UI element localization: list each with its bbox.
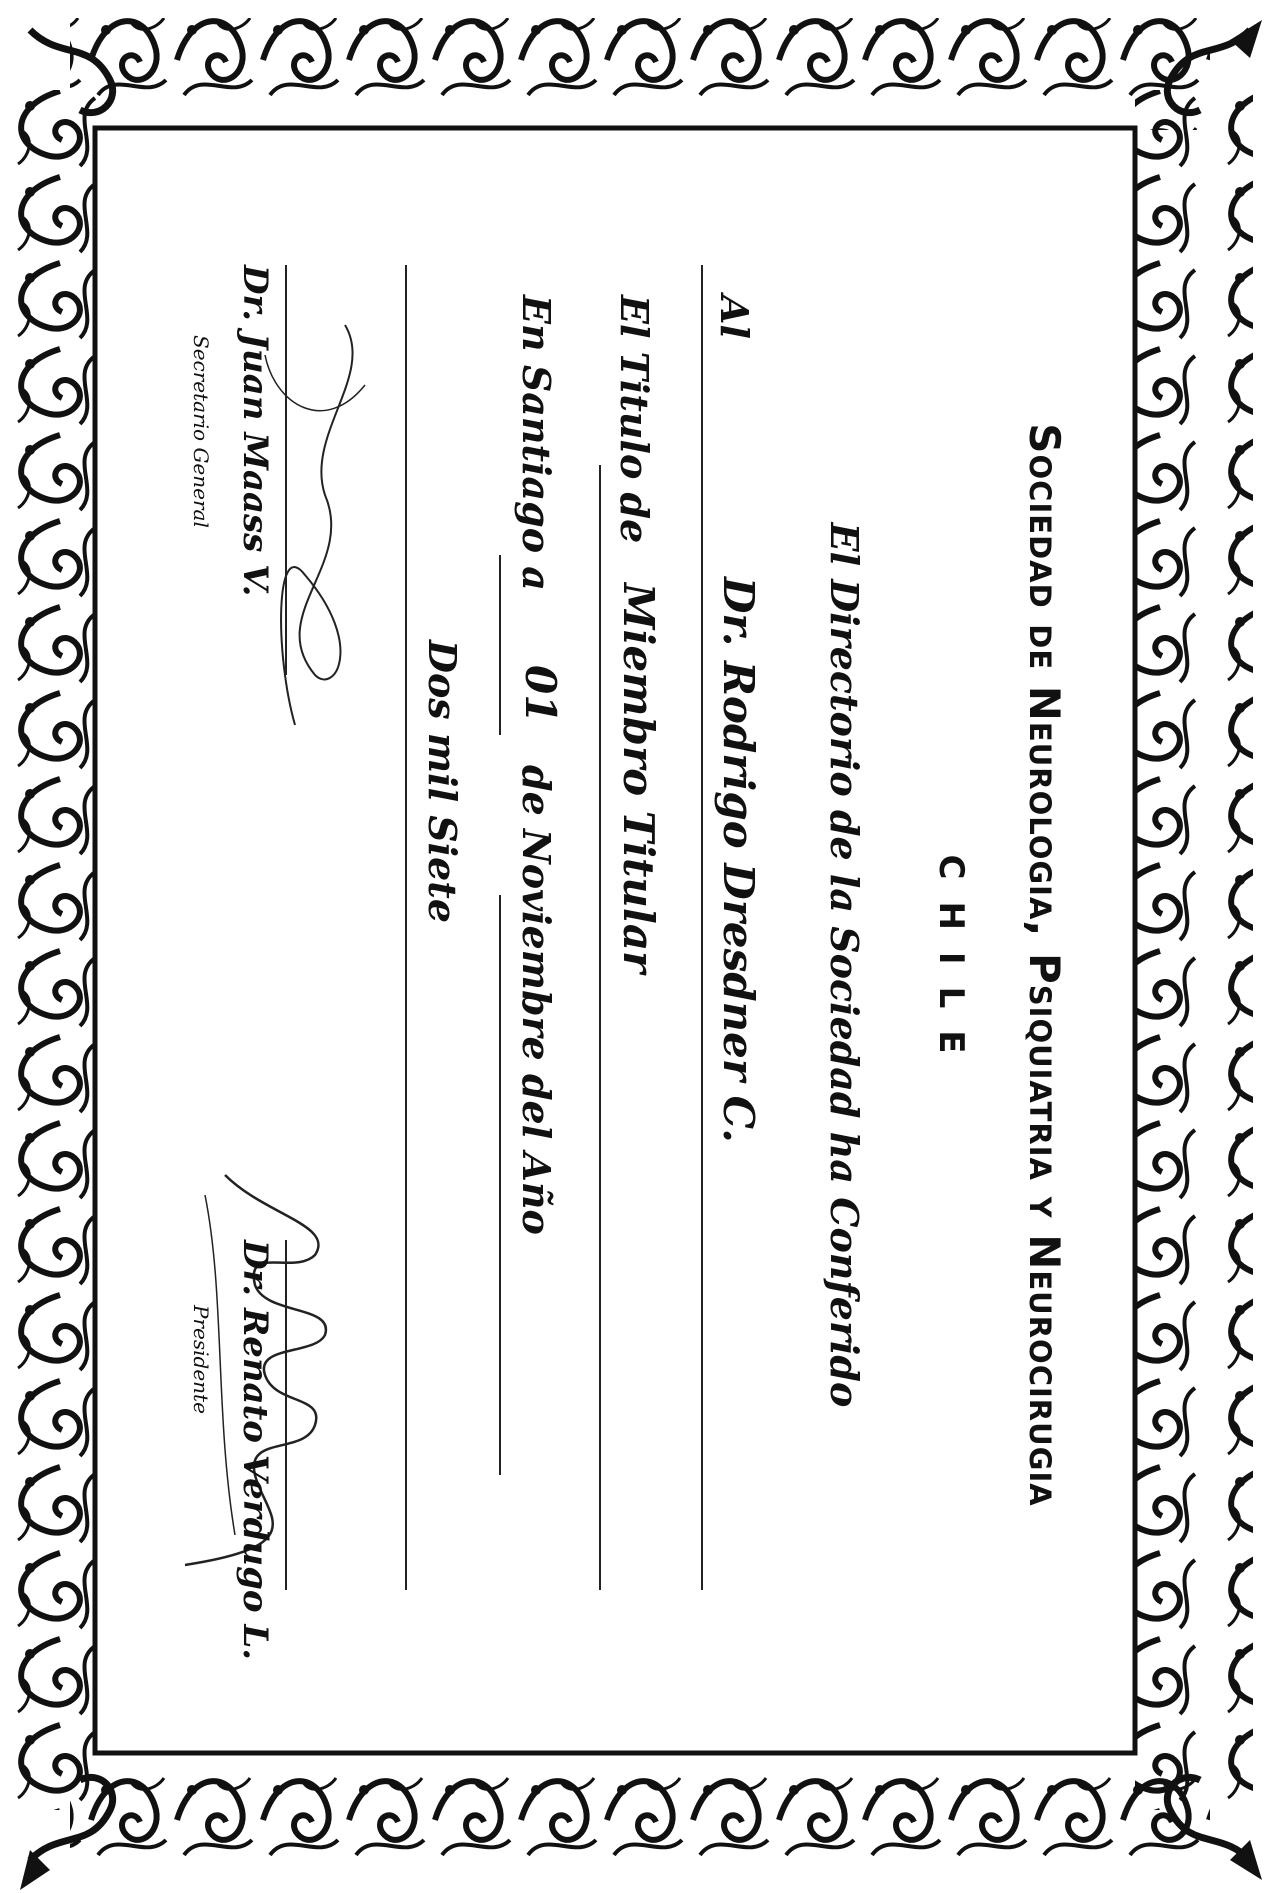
recipient-rule	[701, 265, 703, 1590]
society-title: Sociedad de Neurologia, Psiquiatria y Neurocirugia	[1020, 423, 1069, 1507]
recipient-label: Al	[712, 295, 757, 339]
right-signatory-name: Dr. Renato Verdugo L.	[235, 1240, 275, 1661]
day-value: 01	[516, 665, 565, 724]
year-rule	[405, 265, 407, 1590]
intro-line: El Directorio de la Sociedad ha Conferido	[822, 522, 867, 1408]
certificate-content	[115, 255, 1075, 1675]
left-signatory-role: Secretario General	[189, 335, 213, 528]
title-rule	[599, 465, 601, 1590]
year-text: Dos mil Siete	[420, 640, 465, 924]
month-text: de Noviembre del Año	[514, 765, 559, 1235]
country-heading: CHILE	[931, 854, 971, 1076]
left-signatory-name: Dr. Juan Maass V.	[235, 265, 275, 597]
month-rule	[499, 895, 501, 1475]
place-label: En Santiago a	[514, 295, 559, 591]
title-label: El Titulo de	[612, 295, 657, 544]
right-signatory-role: Presidente	[189, 1305, 213, 1414]
recipient-name: Dr. Rodrigo Dresdner C.	[714, 577, 763, 1143]
title-value: Miembro Titular	[614, 583, 663, 974]
day-rule	[499, 555, 501, 735]
